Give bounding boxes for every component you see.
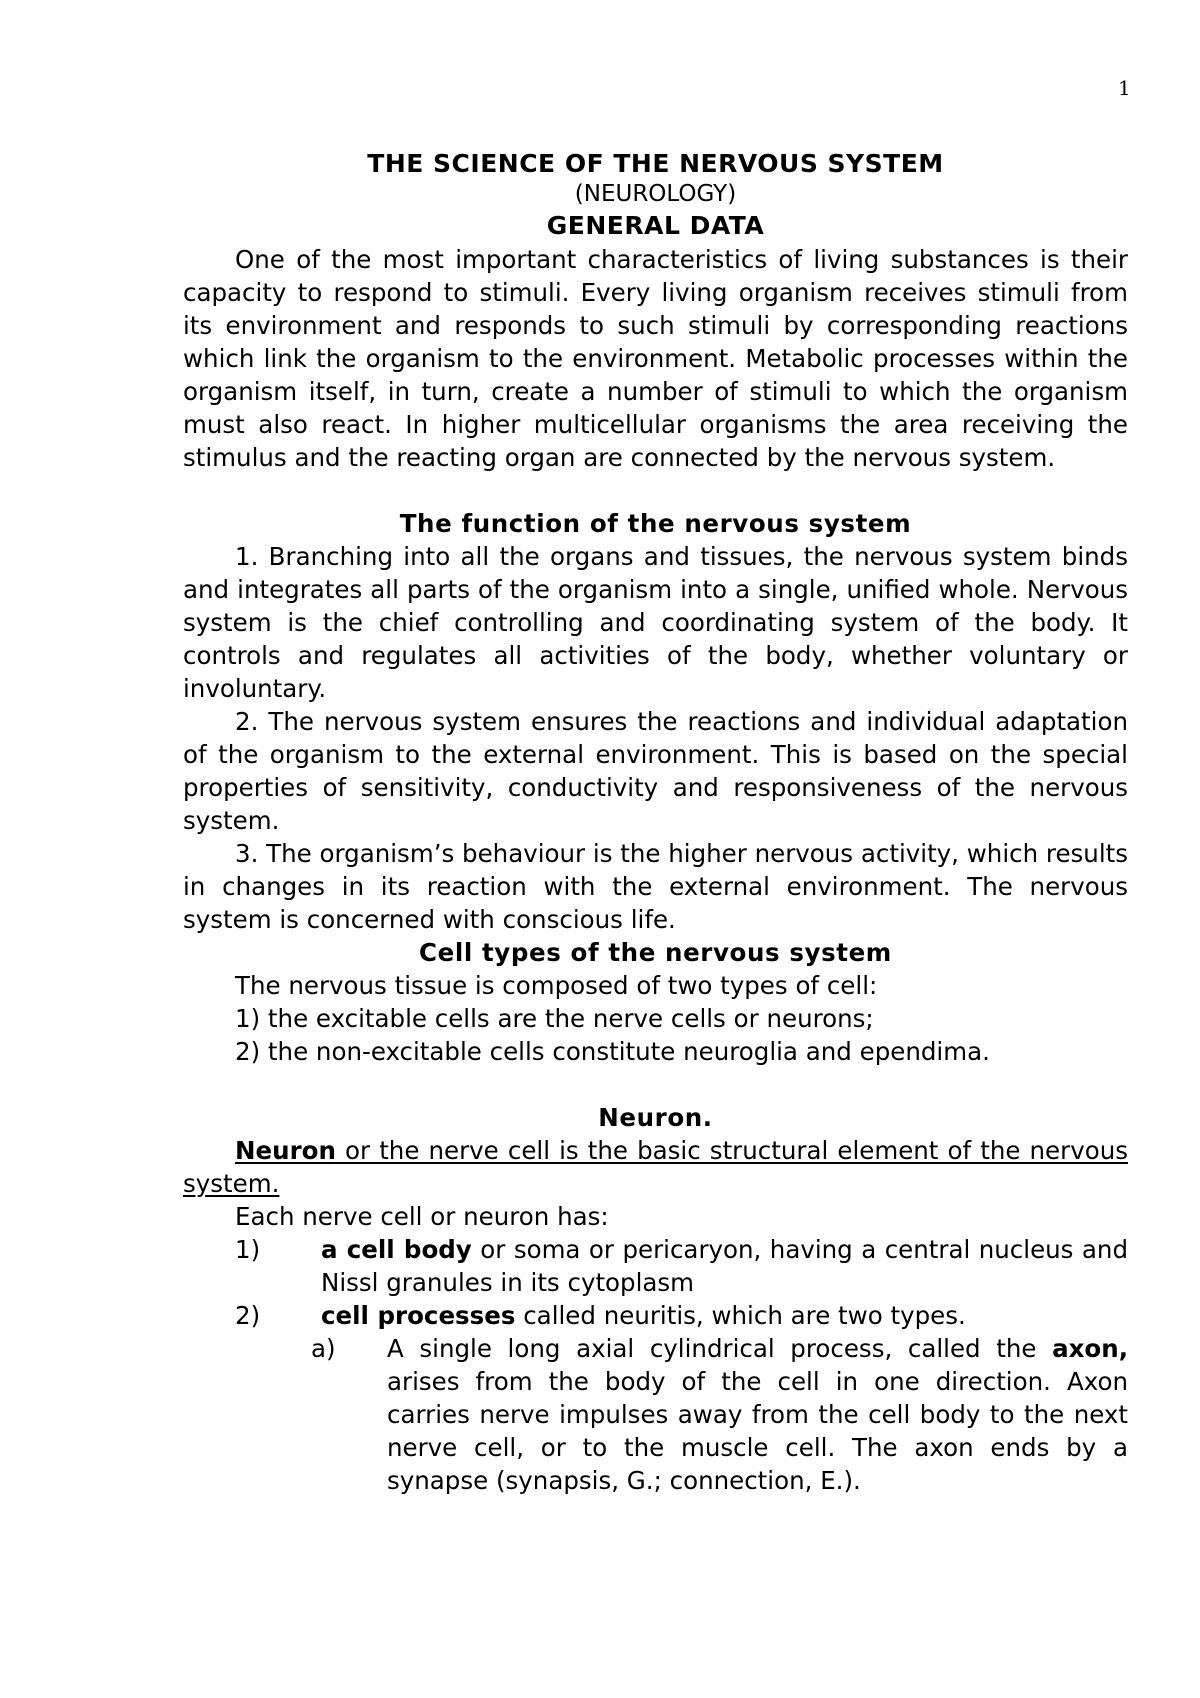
list-item-text — [321, 1299, 1128, 1332]
neuron-definition-text: or the nerve cell is the basic structural element of the nervous system. — [183, 1136, 1128, 1198]
neuron-definition-term: Neuron — [235, 1136, 336, 1165]
function-item-1: 1. Branching into all the organs and tissues, the nervous system binds and integrates all parts of the organism into a single, unified whole. Nervous system is the chief controlling and coordinating system of the body. It controls and regulates all activities of the body, whether voluntary or involuntary. — [183, 542, 1128, 703]
neuron-definition — [183, 1134, 1128, 1200]
list-item-text — [321, 1233, 1128, 1299]
general-data-paragraph: One of the most important characteristics of living substances is their capacity to respond to stimuli. Every living organism receives stimuli from its environment and responds to such stimuli by corresponding reactions which link the organism to the environment. Metabolic processes within the organism itself, in turn, create a number of stimuli to which the organism must also react. In higher multicellular organisms the area receiving the stimulus and the reacting organ are connected by the nervous system. — [183, 245, 1128, 472]
spacer — [183, 1068, 1128, 1101]
axon-term: axon, — [1052, 1334, 1128, 1363]
list-marker: 1) — [235, 1235, 261, 1264]
list-marker: 2) — [235, 1301, 261, 1330]
document-subtitle: (NEUROLOGY) — [574, 181, 737, 207]
neuron-list-item-2 — [183, 1299, 1128, 1332]
neuron-list-item-1 — [183, 1233, 1128, 1299]
axon-description-start: A single long axial cylindrical process, called the — [387, 1334, 1053, 1363]
neuron-sublist-item-a — [183, 1332, 1128, 1497]
function-item-2: 2. The nervous system ensures the reactions and individual adaptation of the organism to the external environment. This is based on the special properties of sensitivity, conductivity and responsiveness of the nervous system. — [183, 707, 1128, 835]
function-heading: The function of the nervous system — [399, 509, 912, 538]
cell-types-intro: The nervous tissue is composed of two types of cell: — [235, 971, 878, 1000]
list-item-text — [387, 1332, 1128, 1497]
cell-processes-term: cell processes — [321, 1301, 516, 1330]
cell-types-heading: Cell types of the nervous system — [419, 938, 892, 967]
page-number: 1 — [1118, 76, 1131, 100]
cell-body-term: a cell body — [321, 1235, 472, 1264]
cell-types-item-1: 1) the excitable cells are the nerve cells or neurons; — [235, 1004, 874, 1033]
spacer — [183, 474, 1128, 507]
neuron-heading: Neuron. — [598, 1103, 713, 1132]
cell-processes-description: called neuritis, which are two types. — [515, 1301, 966, 1330]
list-marker: a) — [311, 1334, 336, 1363]
general-data-heading: GENERAL DATA — [546, 211, 765, 240]
axon-description: arises from the body of the cell in one direction. Axon carries nerve impulses away from the cell body to the next nerve cell, or to the muscle cell. The axon ends by a synapse (synapsis, G.; connection, E.). — [387, 1367, 1128, 1495]
cell-types-item-2: 2) the non-excitable cells constitute neuroglia and ependima. — [235, 1037, 990, 1066]
document-body — [183, 147, 1128, 1497]
neuron-intro: Each nerve cell or neuron has: — [235, 1202, 609, 1231]
cell-body-description: or soma or pericaryon, having a central nucleus and Nissl granules in its cytoplasm — [321, 1235, 1129, 1297]
document-title: THE SCIENCE OF THE NERVOUS SYSTEM — [367, 149, 944, 178]
function-item-3: 3. The organism’s behaviour is the higher nervous activity, which results in changes in its reaction with the external environment. The nervous system is concerned with conscious life. — [183, 839, 1128, 934]
